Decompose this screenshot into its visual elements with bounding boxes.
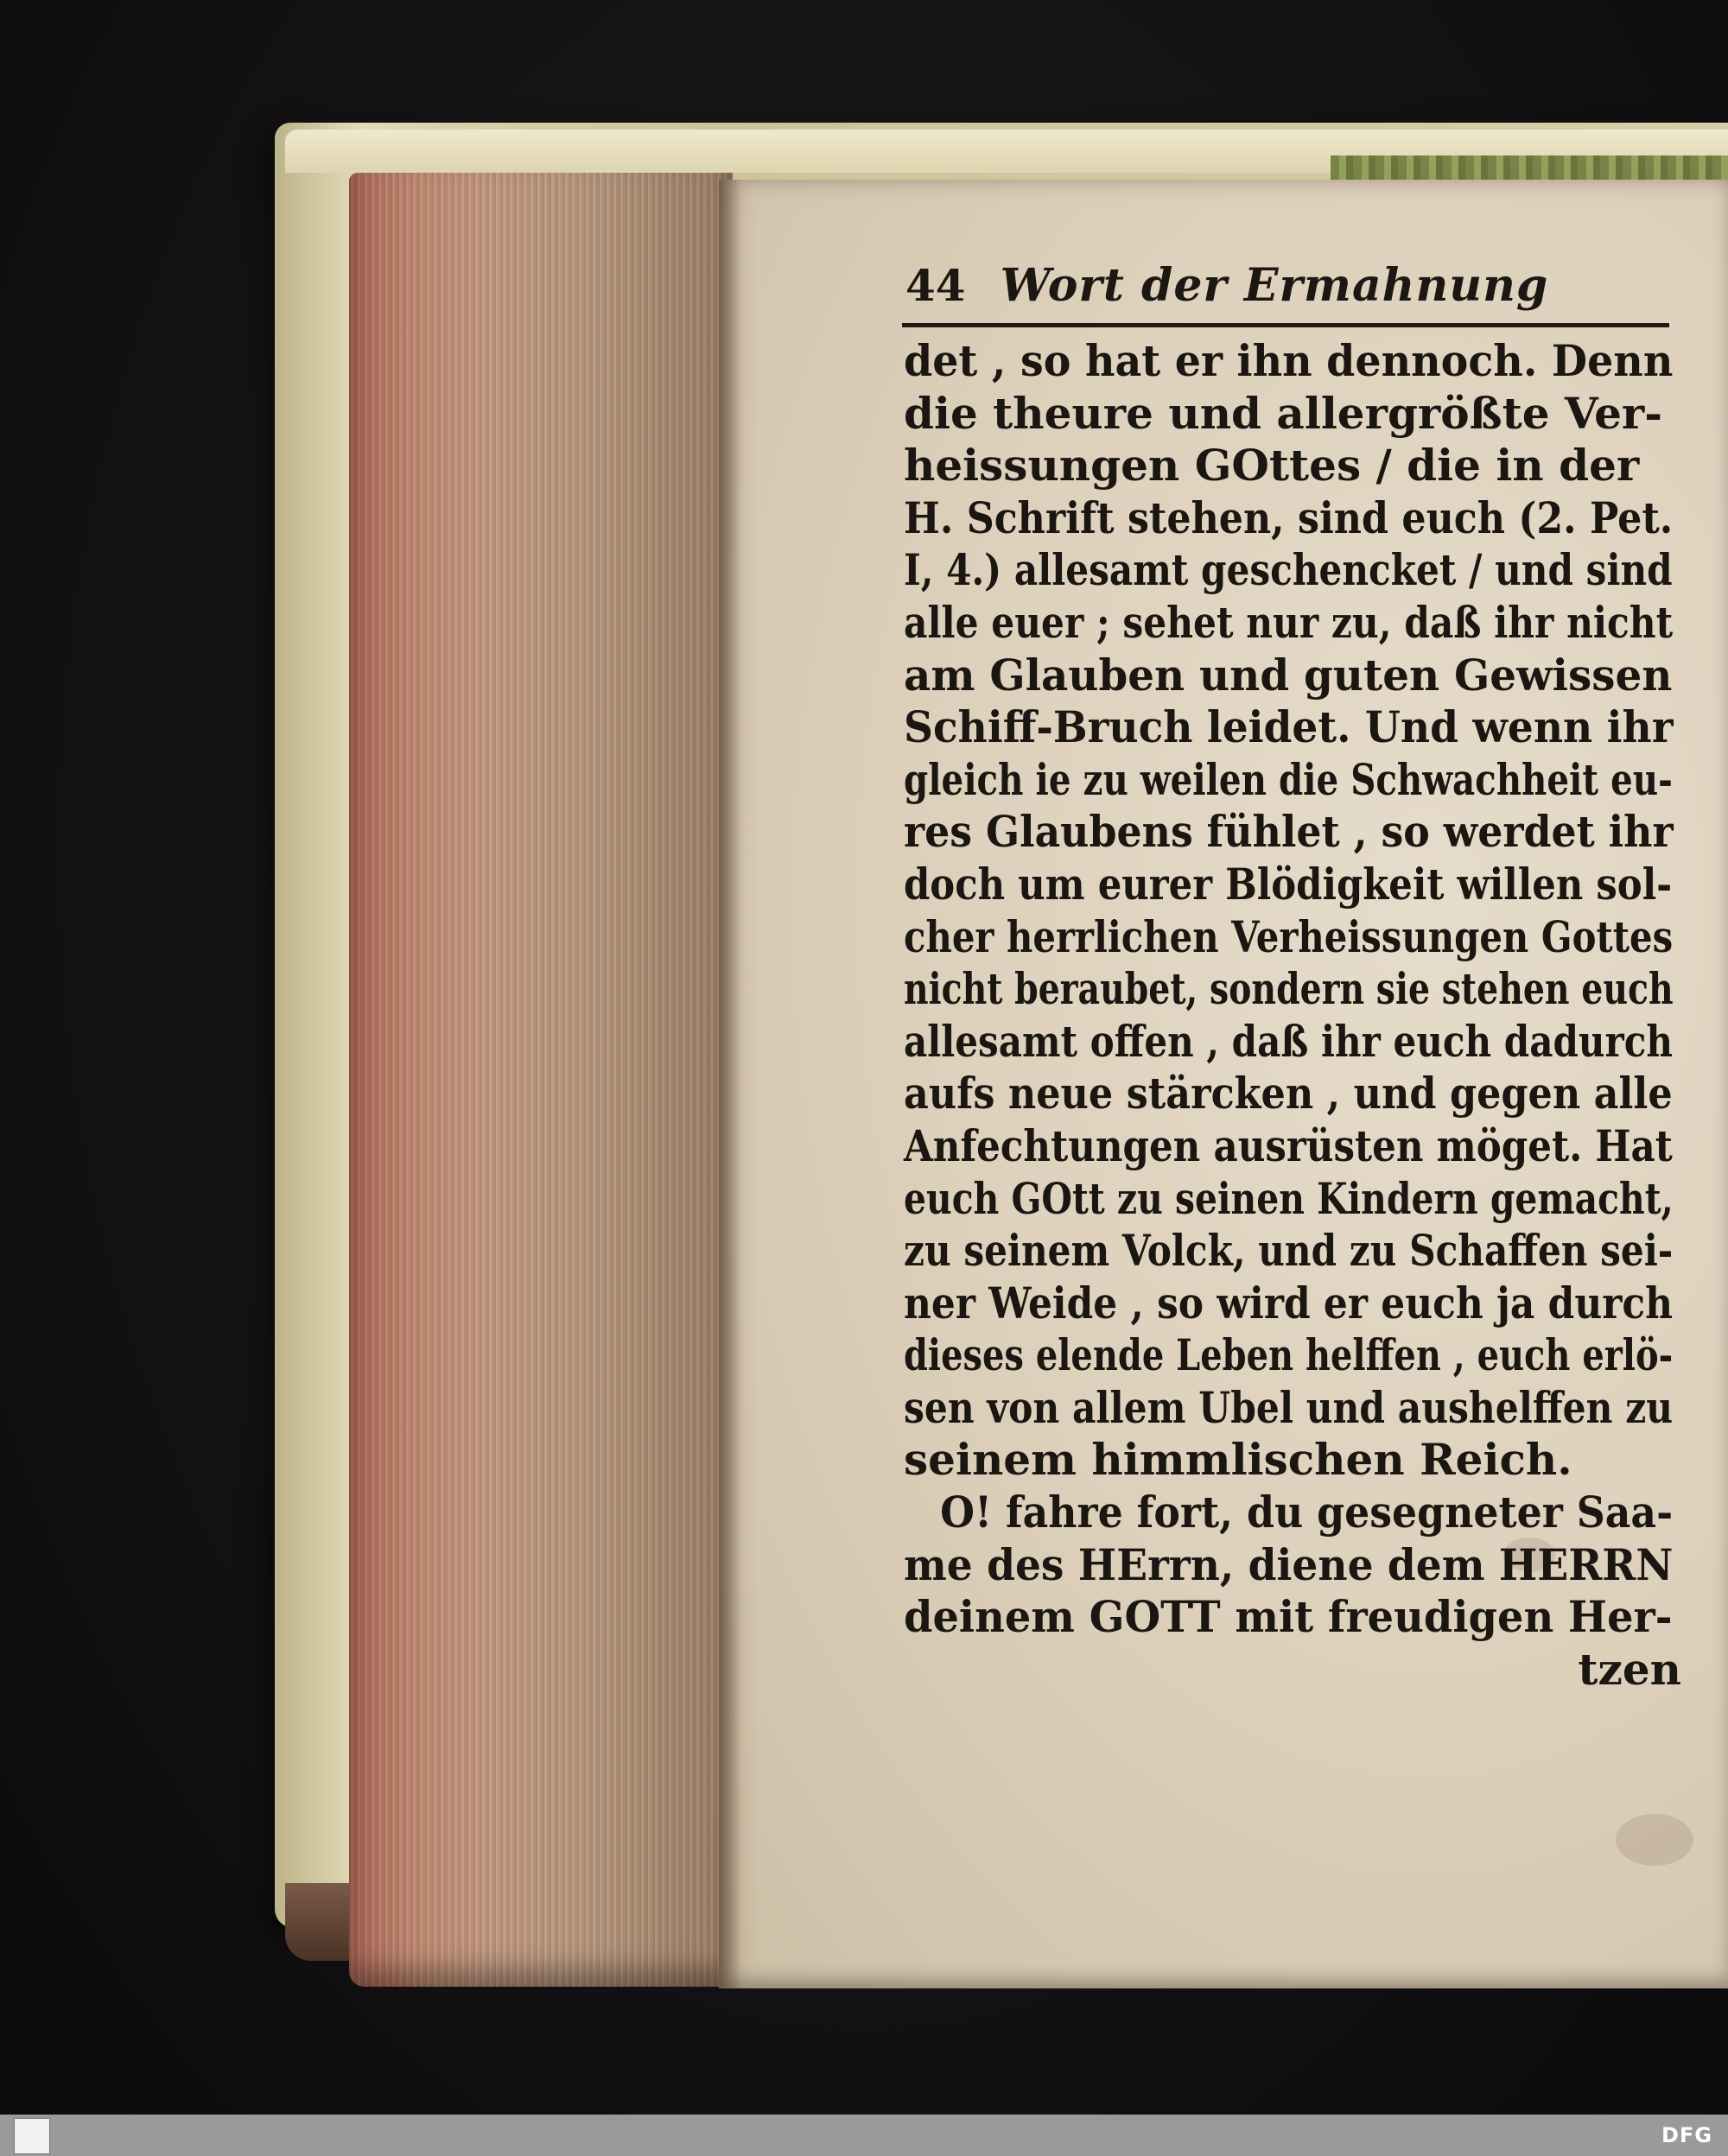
- text-line: zu seinem Volck, und zu Schaffen sei-: [904, 1225, 1674, 1277]
- text-line: I, 4.) allesamt geschencket / und sind: [904, 544, 1673, 596]
- dfg-logo: DFG: [1661, 2123, 1712, 2147]
- text-line: nicht beraubet, sondern sie stehen euch: [904, 963, 1674, 1015]
- text-line: deinem GOTT mit freudigen Her-: [904, 1591, 1673, 1643]
- text-line: seinem himmlischen Reich.: [904, 1434, 1572, 1486]
- body-text: [904, 335, 1681, 1696]
- text-line: O! fahre fort, du gesegneter Saa-: [940, 1487, 1674, 1538]
- institution-logo: [14, 2118, 50, 2154]
- text-line: allesamt offen , daß ihr euch dadurch: [904, 1015, 1673, 1067]
- header-rule: [902, 323, 1669, 327]
- text-line: Anfechtungen ausrüsten möget. Hat: [904, 1119, 1673, 1171]
- text-line: det , so hat er ihn dennoch. Denn: [904, 335, 1674, 386]
- page-number: 44: [905, 260, 966, 311]
- text-line: dieses elende Leben helffen , euch erlö-: [904, 1329, 1674, 1381]
- text-line: am Glauben und guten Gewissen: [904, 649, 1673, 701]
- text-line: die theure und allergrößte Ver-: [904, 387, 1663, 439]
- text-line: alle euer ; sehet nur zu, daß ihr nicht: [904, 596, 1674, 648]
- text-line: ner Weide , so wird er euch ja durch: [904, 1277, 1674, 1328]
- text-line: heissungen GOttes / die in der: [904, 440, 1640, 491]
- page-gutter-shadow: [719, 180, 741, 1988]
- page-edges: [349, 173, 733, 1987]
- text-line: Schiff-Bruch leidet. Und wenn ihr: [904, 701, 1674, 753]
- text-line: euch GOtt zu seinen Kindern gemacht,: [904, 1172, 1674, 1224]
- text-line: aufs neue stärcken , und gegen alle: [904, 1068, 1673, 1119]
- text-line: sen von allem Ubel und aushelffen zu: [904, 1381, 1674, 1433]
- text-line: gleich ie zu weilen die Schwachheit eu-: [904, 753, 1673, 805]
- text-line: res Glaubens fühlet , so werdet ihr: [904, 806, 1674, 858]
- text-line: H. Schrift stehen, sind euch (2. Pet.: [904, 491, 1674, 543]
- text-line: doch um eurer Blödigkeit willen sol-: [904, 858, 1673, 910]
- paper-stain: [1616, 1814, 1693, 1866]
- catchword: tzen: [1578, 1643, 1681, 1695]
- page-header: [905, 259, 1674, 320]
- text-line: me des HErrn, diene dem HERRN: [904, 1538, 1674, 1590]
- text-line: cher herrlichen Verheissungen Gottes: [904, 910, 1674, 962]
- viewer-footer-bar: [0, 2115, 1728, 2156]
- running-head: Wort der Ermahnung: [1000, 259, 1549, 312]
